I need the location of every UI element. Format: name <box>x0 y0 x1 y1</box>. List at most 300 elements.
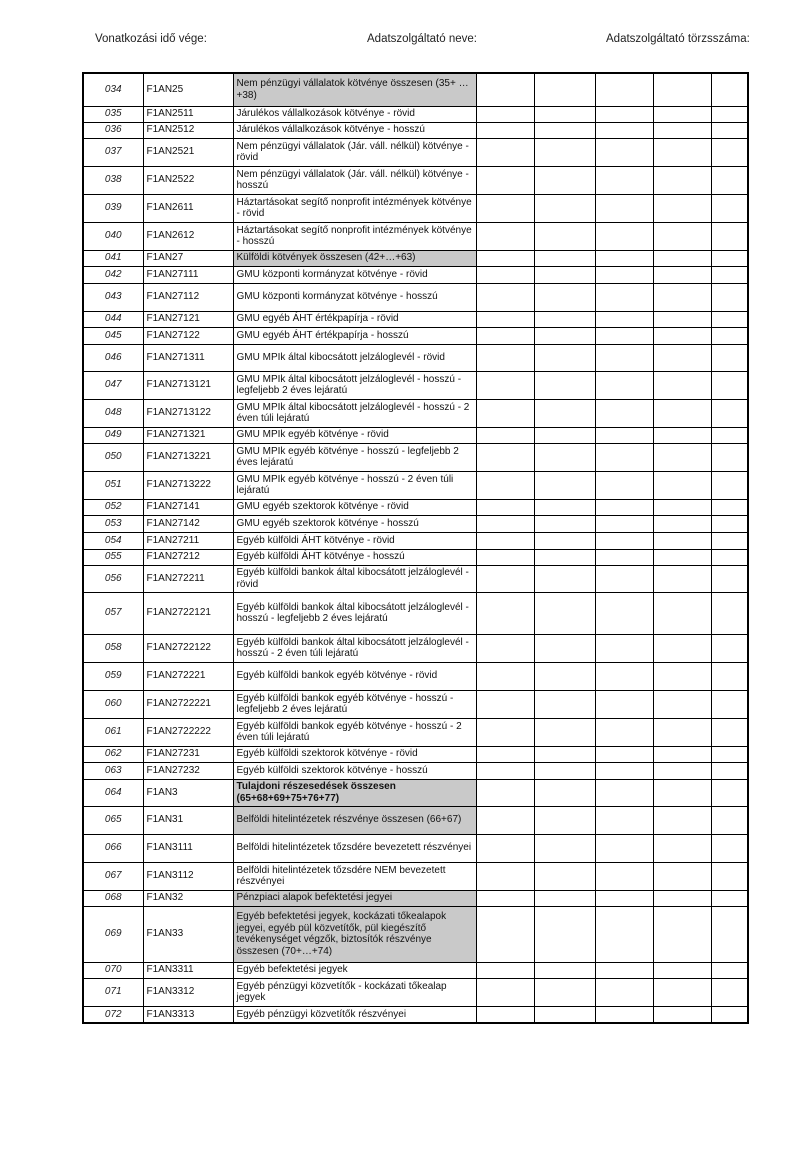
table-row <box>83 194 748 222</box>
table-row <box>83 471 748 499</box>
value-cell[interactable] <box>534 549 595 565</box>
value-cell[interactable] <box>711 311 748 327</box>
value-cell[interactable] <box>711 471 748 499</box>
value-cell[interactable] <box>595 266 653 283</box>
row-description: Egyéb külföldi ÁHT kötvénye - rövid <box>233 532 476 549</box>
value-cell[interactable] <box>595 371 653 399</box>
row-code: F1AN27232 <box>143 762 233 779</box>
row-code: F1AN3312 <box>143 978 233 1006</box>
row-description: Belföldi hitelintézetek részvénye összesen (66+67) <box>233 806 476 834</box>
value-cell[interactable] <box>534 327 595 344</box>
row-description: GMU MPIk egyéb kötvénye - rövid <box>233 427 476 443</box>
value-cell[interactable] <box>711 106 748 122</box>
value-cell[interactable] <box>653 166 711 194</box>
row-number: 057 <box>83 592 143 634</box>
row-number: 071 <box>83 978 143 1006</box>
value-cell[interactable] <box>476 327 534 344</box>
value-cell[interactable] <box>476 890 534 906</box>
value-cell[interactable] <box>476 978 534 1006</box>
value-cell[interactable] <box>534 106 595 122</box>
row-code: F1AN27231 <box>143 746 233 762</box>
table-row <box>83 327 748 344</box>
value-cell[interactable] <box>476 427 534 443</box>
row-description: GMU egyéb szektorok kötvénye - hosszú <box>233 515 476 532</box>
row-description: Háztartásokat segítő nonprofit intézmények kötvénye - hosszú <box>233 222 476 250</box>
value-cell[interactable] <box>595 890 653 906</box>
value-cell[interactable] <box>595 978 653 1006</box>
value-cell[interactable] <box>595 311 653 327</box>
value-cell[interactable] <box>476 834 534 862</box>
row-description: Nem pénzügyi vállalatok (Jár. váll. nélkül) kötvénye - rövid <box>233 138 476 166</box>
value-cell[interactable] <box>476 166 534 194</box>
table-row <box>83 890 748 906</box>
table-row <box>83 138 748 166</box>
value-cell[interactable] <box>476 471 534 499</box>
value-cell[interactable] <box>595 344 653 371</box>
table-row <box>83 690 748 718</box>
row-description: Tulajdoni részesedések összesen (65+68+69+75+76+77) <box>233 779 476 806</box>
row-number: 043 <box>83 283 143 311</box>
row-number: 056 <box>83 565 143 592</box>
value-cell[interactable] <box>534 806 595 834</box>
value-cell[interactable] <box>653 906 711 962</box>
value-cell[interactable] <box>595 762 653 779</box>
value-cell[interactable] <box>711 166 748 194</box>
value-cell[interactable] <box>711 532 748 549</box>
value-cell[interactable] <box>595 746 653 762</box>
row-number: 035 <box>83 106 143 122</box>
row-description: Egyéb pénzügyi közvetítők - kockázati tőkealap jegyek <box>233 978 476 1006</box>
table-row <box>83 662 748 690</box>
row-number: 065 <box>83 806 143 834</box>
row-description: Egyéb külföldi bankok által kibocsátott jelzáloglevél - rövid <box>233 565 476 592</box>
value-cell[interactable] <box>534 344 595 371</box>
value-cell[interactable] <box>711 806 748 834</box>
value-cell[interactable] <box>476 222 534 250</box>
row-number: 054 <box>83 532 143 549</box>
value-cell[interactable] <box>476 371 534 399</box>
value-cell[interactable] <box>534 662 595 690</box>
value-cell[interactable] <box>711 427 748 443</box>
value-cell[interactable] <box>595 166 653 194</box>
row-description: Járulékos vállalkozások kötvénye - hosszú <box>233 122 476 138</box>
value-cell[interactable] <box>595 806 653 834</box>
value-cell[interactable] <box>711 283 748 311</box>
value-cell[interactable] <box>653 122 711 138</box>
value-cell[interactable] <box>534 690 595 718</box>
value-cell[interactable] <box>476 138 534 166</box>
row-number: 069 <box>83 906 143 962</box>
row-description: GMU MPIk egyéb kötvénye - hosszú - 2 éven túli lejáratú <box>233 471 476 499</box>
row-description: Egyéb külföldi bankok egyéb kötvénye - hosszú - 2 éven túli lejáratú <box>233 718 476 746</box>
value-cell[interactable] <box>653 138 711 166</box>
value-cell[interactable] <box>653 890 711 906</box>
value-cell[interactable] <box>653 1006 711 1023</box>
value-cell[interactable] <box>653 565 711 592</box>
row-code: F1AN2612 <box>143 222 233 250</box>
table-row <box>83 1006 748 1023</box>
table-body <box>83 73 748 1023</box>
table-row <box>83 978 748 1006</box>
value-cell[interactable] <box>653 266 711 283</box>
value-cell[interactable] <box>653 634 711 662</box>
value-cell[interactable] <box>595 194 653 222</box>
row-description: Nem pénzügyi vállalatok kötvénye összesen (35+ … +38) <box>233 73 476 106</box>
value-cell[interactable] <box>534 283 595 311</box>
value-cell[interactable] <box>653 250 711 266</box>
value-cell[interactable] <box>534 906 595 962</box>
value-cell[interactable] <box>476 862 534 890</box>
value-cell[interactable] <box>476 592 534 634</box>
row-code: F1AN2713122 <box>143 399 233 427</box>
value-cell[interactable] <box>534 834 595 862</box>
value-cell[interactable] <box>595 862 653 890</box>
value-cell[interactable] <box>534 1006 595 1023</box>
value-cell[interactable] <box>476 549 534 565</box>
value-cell[interactable] <box>534 399 595 427</box>
value-cell[interactable] <box>595 690 653 718</box>
row-code: F1AN27122 <box>143 327 233 344</box>
value-cell[interactable] <box>534 250 595 266</box>
value-cell[interactable] <box>653 549 711 565</box>
value-cell[interactable] <box>595 399 653 427</box>
row-description: Háztartásokat segítő nonprofit intézmények kötvénye - rövid <box>233 194 476 222</box>
value-cell[interactable] <box>534 73 595 106</box>
value-cell[interactable] <box>711 515 748 532</box>
value-cell[interactable] <box>534 862 595 890</box>
row-code: F1AN32 <box>143 890 233 906</box>
value-cell[interactable] <box>653 592 711 634</box>
row-code: F1AN2722121 <box>143 592 233 634</box>
row-number: 068 <box>83 890 143 906</box>
value-cell[interactable] <box>476 443 534 471</box>
table-row <box>83 73 748 106</box>
value-cell[interactable] <box>711 222 748 250</box>
value-cell[interactable] <box>711 266 748 283</box>
row-description: Egyéb külföldi szektorok kötvénye - hosszú <box>233 762 476 779</box>
value-cell[interactable] <box>595 549 653 565</box>
row-description: Belföldi hitelintézetek tőzsdére bevezetett részvényei <box>233 834 476 862</box>
value-cell[interactable] <box>595 122 653 138</box>
row-code: F1AN272211 <box>143 565 233 592</box>
value-cell[interactable] <box>534 532 595 549</box>
value-cell[interactable] <box>653 194 711 222</box>
row-number: 067 <box>83 862 143 890</box>
value-cell[interactable] <box>711 762 748 779</box>
value-cell[interactable] <box>534 762 595 779</box>
value-cell[interactable] <box>595 962 653 978</box>
value-cell[interactable] <box>711 779 748 806</box>
row-description: Pénzpiaci alapok befektetési jegyei <box>233 890 476 906</box>
value-cell[interactable] <box>476 250 534 266</box>
row-number: 066 <box>83 834 143 862</box>
row-description: GMU központi kormányzat kötvénye - hosszú <box>233 283 476 311</box>
table-row <box>83 962 748 978</box>
value-cell[interactable] <box>595 634 653 662</box>
value-cell[interactable] <box>595 779 653 806</box>
value-cell[interactable] <box>534 592 595 634</box>
value-cell[interactable] <box>711 443 748 471</box>
value-cell[interactable] <box>476 499 534 515</box>
value-cell[interactable] <box>476 565 534 592</box>
value-cell[interactable] <box>711 978 748 1006</box>
row-number: 038 <box>83 166 143 194</box>
value-cell[interactable] <box>711 549 748 565</box>
value-cell[interactable] <box>595 443 653 471</box>
row-description: Egyéb befektetési jegyek, kockázati tőkealapok jegyei, egyéb pül közvetítők, pül kiegészítő tevékenységet végzők, biztosítók részvénye összesen (70+…+74) <box>233 906 476 962</box>
value-cell[interactable] <box>653 427 711 443</box>
value-cell[interactable] <box>476 690 534 718</box>
row-number: 055 <box>83 549 143 565</box>
value-cell[interactable] <box>476 634 534 662</box>
table-row <box>83 222 748 250</box>
value-cell[interactable] <box>476 779 534 806</box>
row-description: GMU egyéb szektorok kötvénye - rövid <box>233 499 476 515</box>
value-cell[interactable] <box>653 371 711 399</box>
value-cell[interactable] <box>595 222 653 250</box>
value-cell[interactable] <box>534 779 595 806</box>
value-cell[interactable] <box>534 515 595 532</box>
value-cell[interactable] <box>653 746 711 762</box>
value-cell[interactable] <box>711 862 748 890</box>
value-cell[interactable] <box>476 662 534 690</box>
value-cell[interactable] <box>653 779 711 806</box>
value-cell[interactable] <box>653 344 711 371</box>
value-cell[interactable] <box>534 565 595 592</box>
value-cell[interactable] <box>534 978 595 1006</box>
value-cell[interactable] <box>653 718 711 746</box>
value-cell[interactable] <box>711 690 748 718</box>
row-code: F1AN2722122 <box>143 634 233 662</box>
value-cell[interactable] <box>711 250 748 266</box>
value-cell[interactable] <box>534 634 595 662</box>
row-number: 048 <box>83 399 143 427</box>
value-cell[interactable] <box>476 399 534 427</box>
row-code: F1AN2722222 <box>143 718 233 746</box>
table-row <box>83 549 748 565</box>
row-description: Egyéb külföldi bankok által kibocsátott jelzáloglevél - hosszú - legfeljebb 2 éves lejáratú <box>233 592 476 634</box>
row-description: GMU MPIk által kibocsátott jelzáloglevél - rövid <box>233 344 476 371</box>
value-cell[interactable] <box>595 1006 653 1023</box>
value-cell[interactable] <box>595 532 653 549</box>
row-description: GMU MPIk által kibocsátott jelzáloglevél - hosszú - legfeljebb 2 éves lejáratú <box>233 371 476 399</box>
value-cell[interactable] <box>595 662 653 690</box>
value-cell[interactable] <box>534 443 595 471</box>
value-cell[interactable] <box>534 499 595 515</box>
value-cell[interactable] <box>653 690 711 718</box>
row-number: 060 <box>83 690 143 718</box>
value-cell[interactable] <box>534 194 595 222</box>
value-cell[interactable] <box>534 890 595 906</box>
value-cell[interactable] <box>595 73 653 106</box>
table-row <box>83 779 748 806</box>
value-cell[interactable] <box>711 565 748 592</box>
value-cell[interactable] <box>711 662 748 690</box>
value-cell[interactable] <box>534 427 595 443</box>
value-cell[interactable] <box>476 906 534 962</box>
value-cell[interactable] <box>476 962 534 978</box>
value-cell[interactable] <box>476 718 534 746</box>
value-cell[interactable] <box>653 532 711 549</box>
value-cell[interactable] <box>653 662 711 690</box>
value-cell[interactable] <box>653 499 711 515</box>
table-row <box>83 499 748 515</box>
value-cell[interactable] <box>534 471 595 499</box>
value-cell[interactable] <box>534 122 595 138</box>
data-provider-name-label: Adatszolgáltató neve: <box>367 33 477 45</box>
value-cell[interactable] <box>711 890 748 906</box>
row-code: F1AN2521 <box>143 138 233 166</box>
table-row <box>83 746 748 762</box>
table-row <box>83 565 748 592</box>
value-cell[interactable] <box>595 718 653 746</box>
value-cell[interactable] <box>595 427 653 443</box>
row-code: F1AN271311 <box>143 344 233 371</box>
row-code: F1AN2722221 <box>143 690 233 718</box>
value-cell[interactable] <box>653 806 711 834</box>
row-code: F1AN3311 <box>143 962 233 978</box>
row-description: Egyéb külföldi ÁHT kötvénye - hosszú <box>233 549 476 565</box>
table-row <box>83 718 748 746</box>
value-cell[interactable] <box>476 194 534 222</box>
value-cell[interactable] <box>595 834 653 862</box>
value-cell[interactable] <box>711 371 748 399</box>
value-cell[interactable] <box>534 166 595 194</box>
value-cell[interactable] <box>711 344 748 371</box>
value-cell[interactable] <box>711 906 748 962</box>
value-cell[interactable] <box>711 499 748 515</box>
value-cell[interactable] <box>711 634 748 662</box>
value-cell[interactable] <box>711 592 748 634</box>
row-number: 042 <box>83 266 143 283</box>
value-cell[interactable] <box>534 138 595 166</box>
value-cell[interactable] <box>653 515 711 532</box>
row-code: F1AN27211 <box>143 532 233 549</box>
row-description: Egyéb pénzügyi közvetítők részvényei <box>233 1006 476 1023</box>
value-cell[interactable] <box>653 73 711 106</box>
row-code: F1AN27 <box>143 250 233 266</box>
reference-period-end-label: Vonatkozási idő vége: <box>95 33 207 45</box>
row-description: Egyéb befektetési jegyek <box>233 962 476 978</box>
value-cell[interactable] <box>711 1006 748 1023</box>
value-cell[interactable] <box>711 746 748 762</box>
value-cell[interactable] <box>653 311 711 327</box>
row-description: GMU egyéb ÁHT értékpapírja - rövid <box>233 311 476 327</box>
value-cell[interactable] <box>476 122 534 138</box>
value-cell[interactable] <box>595 499 653 515</box>
value-cell[interactable] <box>653 978 711 1006</box>
table-row <box>83 311 748 327</box>
row-description: GMU MPIk által kibocsátott jelzáloglevél - hosszú - 2 éven túli lejáratú <box>233 399 476 427</box>
value-cell[interactable] <box>653 106 711 122</box>
row-description: Egyéb külföldi bankok egyéb kötvénye - hosszú - legfeljebb 2 éves lejáratú <box>233 690 476 718</box>
value-cell[interactable] <box>476 283 534 311</box>
value-cell[interactable] <box>476 266 534 283</box>
value-cell[interactable] <box>595 250 653 266</box>
value-cell[interactable] <box>711 399 748 427</box>
row-number: 070 <box>83 962 143 978</box>
row-number: 041 <box>83 250 143 266</box>
row-number: 062 <box>83 746 143 762</box>
value-cell[interactable] <box>534 222 595 250</box>
value-cell[interactable] <box>711 327 748 344</box>
value-cell[interactable] <box>711 138 748 166</box>
value-cell[interactable] <box>653 283 711 311</box>
row-number: 047 <box>83 371 143 399</box>
data-provider-id-label: Adatszolgáltató törzsszáma: <box>606 33 750 45</box>
value-cell[interactable] <box>534 371 595 399</box>
value-cell[interactable] <box>595 283 653 311</box>
row-description: Járulékos vállalkozások kötvénye - rövid <box>233 106 476 122</box>
value-cell[interactable] <box>595 906 653 962</box>
row-code: F1AN27121 <box>143 311 233 327</box>
value-cell[interactable] <box>653 399 711 427</box>
row-description: Nem pénzügyi vállalatok (Jár. váll. nélkül) kötvénye - hosszú <box>233 166 476 194</box>
value-cell[interactable] <box>534 962 595 978</box>
value-cell[interactable] <box>476 515 534 532</box>
value-cell[interactable] <box>595 592 653 634</box>
value-cell[interactable] <box>653 962 711 978</box>
value-cell[interactable] <box>595 471 653 499</box>
value-cell[interactable] <box>476 746 534 762</box>
value-cell[interactable] <box>711 834 748 862</box>
value-cell[interactable] <box>711 718 748 746</box>
row-description: Egyéb külföldi bankok egyéb kötvénye - rövid <box>233 662 476 690</box>
value-cell[interactable] <box>595 138 653 166</box>
row-description: Külföldi kötvények összesen (42+…+63) <box>233 250 476 266</box>
value-cell[interactable] <box>653 327 711 344</box>
value-cell[interactable] <box>476 311 534 327</box>
value-cell[interactable] <box>653 762 711 779</box>
value-cell[interactable] <box>711 122 748 138</box>
value-cell[interactable] <box>476 806 534 834</box>
row-code: F1AN27212 <box>143 549 233 565</box>
value-cell[interactable] <box>476 344 534 371</box>
table-row <box>83 371 748 399</box>
row-number: 044 <box>83 311 143 327</box>
value-cell[interactable] <box>476 106 534 122</box>
value-cell[interactable] <box>595 565 653 592</box>
value-cell[interactable] <box>653 443 711 471</box>
value-cell[interactable] <box>476 73 534 106</box>
value-cell[interactable] <box>595 515 653 532</box>
value-cell[interactable] <box>534 718 595 746</box>
value-cell[interactable] <box>534 746 595 762</box>
value-cell[interactable] <box>653 834 711 862</box>
value-cell[interactable] <box>711 962 748 978</box>
value-cell[interactable] <box>653 222 711 250</box>
value-cell[interactable] <box>476 1006 534 1023</box>
value-cell[interactable] <box>711 194 748 222</box>
value-cell[interactable] <box>595 106 653 122</box>
value-cell[interactable] <box>653 471 711 499</box>
table-row <box>83 344 748 371</box>
row-code: F1AN27142 <box>143 515 233 532</box>
value-cell[interactable] <box>595 327 653 344</box>
row-code: F1AN2611 <box>143 194 233 222</box>
table-row <box>83 592 748 634</box>
value-cell[interactable] <box>534 266 595 283</box>
row-code: F1AN2713222 <box>143 471 233 499</box>
value-cell[interactable] <box>711 73 748 106</box>
value-cell[interactable] <box>476 532 534 549</box>
value-cell[interactable] <box>534 311 595 327</box>
row-code: F1AN271321 <box>143 427 233 443</box>
row-number: 052 <box>83 499 143 515</box>
row-number: 063 <box>83 762 143 779</box>
value-cell[interactable] <box>653 862 711 890</box>
value-cell[interactable] <box>476 762 534 779</box>
